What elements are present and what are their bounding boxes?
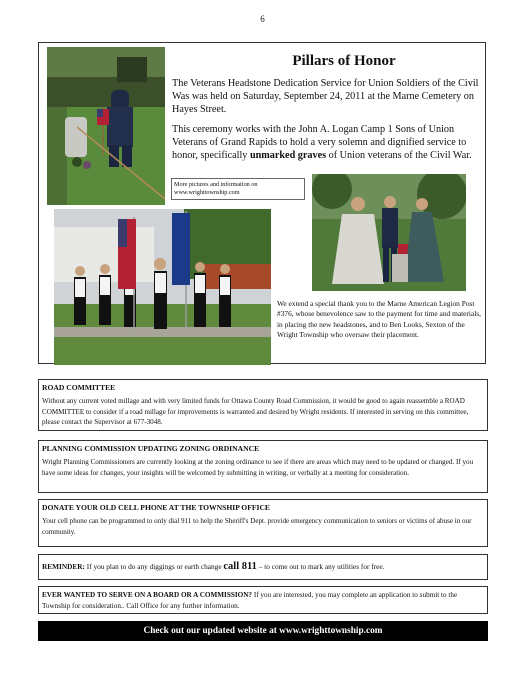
page-number: 6 <box>260 14 265 24</box>
donate-phone-heading: DONATE YOUR OLD CELL PHONE AT THE TOWNSHIP OFFICE <box>42 503 270 512</box>
planning-commission-heading: PLANNING COMMISSION UPDATING ZONING ORDINANCE <box>42 444 260 453</box>
serve-board-text <box>42 590 484 611</box>
planning-commission-box <box>38 440 488 493</box>
more-info-note <box>171 178 305 200</box>
reminder-box <box>38 554 488 580</box>
reminder-before: If you plan to do any diggings or earth change <box>84 562 224 571</box>
article-title: Pillars of Honor <box>292 53 396 69</box>
reminder-after: – to come out to mark any utilities for free. <box>256 562 385 571</box>
paragraph-text: This ceremony works with the John A. Logan Camp 1 Sons of Union Veterans of Grand Rapids to hold a very solemn and dignified service to honor, specifically <box>172 124 467 162</box>
pillars-of-honor-article <box>38 42 486 364</box>
photo-soldier-at-headstone <box>47 47 165 205</box>
more-info-line: More pictures and information on <box>174 181 258 188</box>
call-811: call 811 <box>223 561 257 572</box>
website-link[interactable]: www.wrighttownship.com <box>174 189 240 196</box>
photo-period-costumes <box>312 174 466 291</box>
reminder-text <box>42 562 484 573</box>
road-committee-box <box>38 379 488 431</box>
paragraph-text: of Union veterans of the Civil War. <box>326 150 472 162</box>
serve-board-body: If you are interested, you may complete an application to submit to the Township for consideration.. Call Office for any further information. <box>42 591 458 610</box>
serve-board-heading: EVER WANTED TO SERVE ON A BOARD OR A COMMISSION? <box>42 591 253 599</box>
road-committee-heading: ROAD COMMITTEE <box>42 383 116 392</box>
article-paragraph-1: The Veterans Headstone Dedication Service for Union Soldiers of the Civil Was was held on Saturday, September 24, 2011 at the Marne Cemetery on Hayes Street. <box>172 78 479 116</box>
article-paragraph-2 <box>172 123 483 163</box>
donate-phone-text: Your cell phone can be programmed to only dial 911 to help the Sheriff's Dept. provide emergency communication to seniors or victims of abuse in our community. <box>42 517 472 536</box>
website-banner[interactable]: Check out our updated website at www.wrighttownship.com <box>38 621 488 641</box>
paragraph-emphasis: unmarked graves <box>249 150 327 162</box>
reminder-label: REMINDER: <box>42 562 85 571</box>
photo-color-guard <box>54 209 271 365</box>
planning-commission-text: Wright Planning Commissioners are currently looking at the zoning ordinance to see if there are areas which may need to be updated or changed. If you have some ideas for changes, your insights will be welcomed by submitting in writing, or verbally at a meeting for consideration. <box>42 458 474 477</box>
road-committee-text: Without any current voted millage and with very limited funds for Ottawa County Road Commission, it would be good to again reassemble a ROAD COMMITTEE to consider if a road millage for improvements is warranted and desired by Wright residents. If interested in serving on this committee, please contact the Supervisor at 677-3048. <box>42 397 469 427</box>
thank-you-text: We extend a special thank you to the Marne American Legion Post #376, whose benevolence saw to the payment for time and materials, in placing the new headstones, and to Ben Looks, Sexton of the Wright Township who oversaw their placement. <box>277 299 482 340</box>
serve-board-box <box>38 586 488 614</box>
donate-phone-box <box>38 499 488 547</box>
